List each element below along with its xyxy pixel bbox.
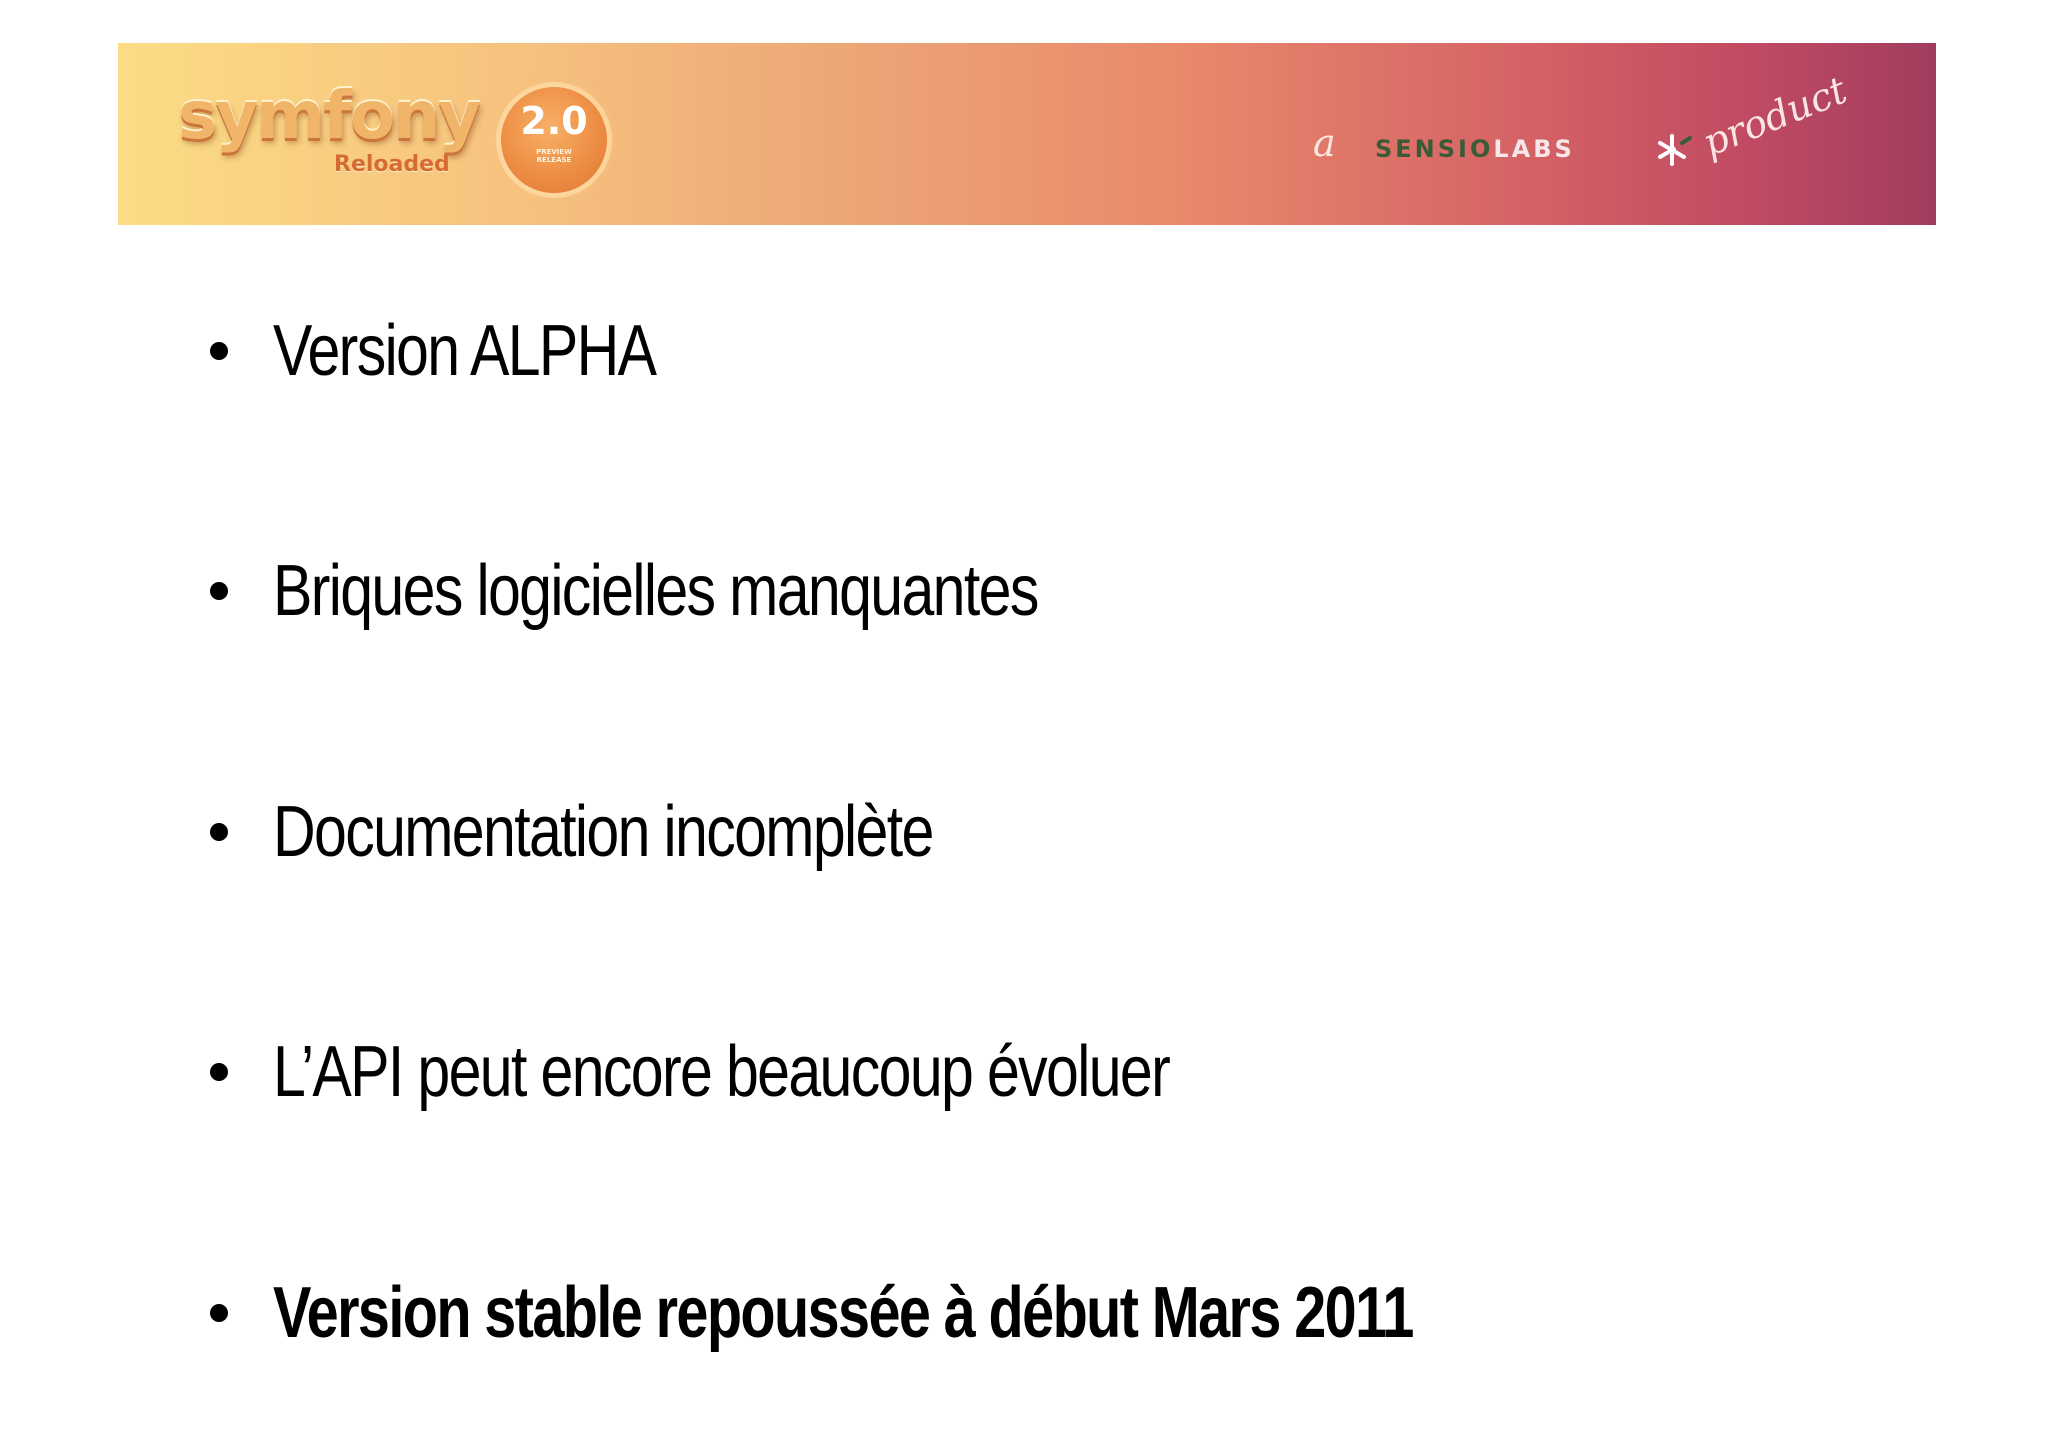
bullet-text: L’API peut encore beaucoup évoluer [273, 1032, 1170, 1112]
bullet-dot [210, 1063, 228, 1081]
version-badge [501, 87, 607, 193]
bullet-dot [210, 823, 228, 841]
bullet-text: Briques logicielles manquantes [273, 551, 1038, 631]
tagline-prefix: a [1313, 121, 1336, 165]
symfony-logo: symfony [178, 77, 480, 154]
tagline-suffix: product [1696, 67, 1853, 165]
badge-version-number: 2.0 [520, 99, 588, 143]
brand-labs: LABS [1493, 135, 1575, 163]
header-banner [118, 43, 1936, 225]
list-item [210, 546, 1206, 636]
bullet-dot [210, 582, 228, 600]
brand-sensio: SENSIO [1375, 135, 1494, 163]
sensiolabs-star-icon [1656, 133, 1696, 167]
list-item [210, 787, 1077, 877]
bullet-dot [210, 342, 228, 360]
list-item [210, 1027, 1366, 1117]
bullet-text: Documentation incomplète [273, 792, 933, 872]
bullet-text: Version ALPHA [273, 311, 656, 391]
badge-note: PREVIEW RELEASE [536, 148, 572, 164]
list-item [210, 1268, 1698, 1358]
sensiolabs-logo [1375, 137, 1575, 161]
logo-subtitle: Reloaded [334, 152, 450, 177]
bullet-dot [210, 1304, 228, 1322]
sensiolabs-tagline [1313, 67, 1873, 185]
list-item [210, 306, 739, 396]
bullet-text-emphasis: Version stable repoussée à début Mars 2011 [273, 1273, 1413, 1353]
